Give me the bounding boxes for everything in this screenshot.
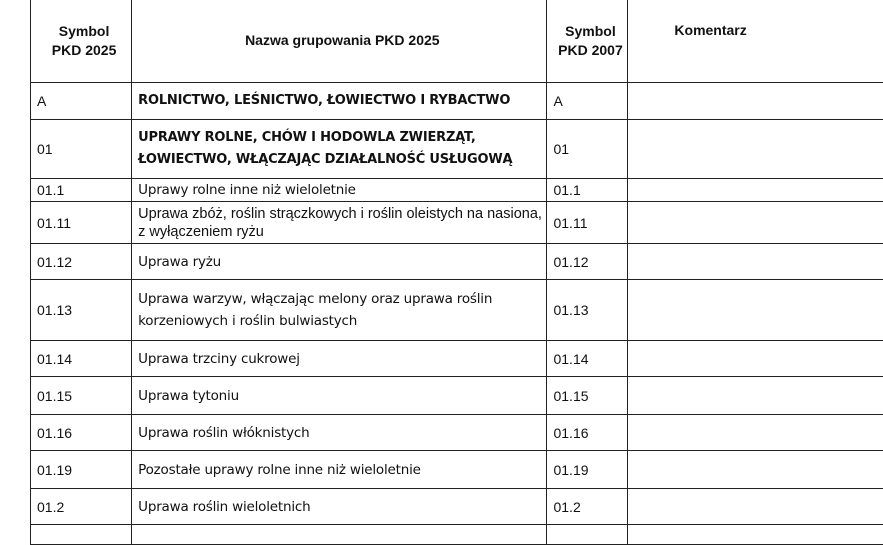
cell-symbol-2007: A [547, 83, 628, 120]
cell-comment[interactable] [628, 120, 883, 179]
cell-symbol-2007: 01.16 [547, 415, 628, 451]
cell-symbol-2025: 01.19 [31, 451, 132, 489]
cell-comment[interactable] [628, 341, 883, 377]
table-row [31, 525, 883, 545]
cell-name: Uprawa ryżu [132, 244, 547, 280]
cell-symbol-2025: 01 [31, 120, 132, 179]
cell-name: Uprawa roślin włóknistych [132, 415, 547, 451]
cell-comment[interactable] [628, 179, 883, 202]
table-row [31, 244, 883, 280]
pkd-correspondence-table [30, 0, 883, 545]
cell-name: UPRAWY ROLNE, CHÓW I HODOWLA ZWIERZĄT, ŁOWIECTWO, WŁĄCZAJĄC DZIAŁALNOŚĆ USŁUGOWĄ [132, 120, 547, 179]
cell-symbol-2007: 01.15 [547, 377, 628, 415]
cell-comment[interactable] [628, 244, 883, 280]
table-header-row [31, 0, 883, 83]
cell-name: Uprawa roślin wieloletnich [132, 489, 547, 525]
cell-name: Uprawa tytoniu [132, 377, 547, 415]
cell-symbol-2007: 01.2 [547, 489, 628, 525]
header-symbol-2007: Symbol PKD 2007 [547, 0, 628, 83]
cell-name: Pozostałe uprawy rolne inne niż wieloletnie [132, 451, 547, 489]
cell-symbol-2007: 01.1 [547, 179, 628, 202]
table-row [31, 489, 883, 525]
cell-symbol-2025: 01.12 [31, 244, 132, 280]
cell-symbol-2025: 01.11 [31, 202, 132, 244]
table-row [31, 202, 883, 244]
header-comment: Komentarz [628, 0, 883, 83]
cell-comment[interactable] [628, 377, 883, 415]
cell-symbol-2025: 01.1 [31, 179, 132, 202]
cell-symbol-2025: 01.14 [31, 341, 132, 377]
cell-name: Uprawa trzciny cukrowej [132, 341, 547, 377]
cell-symbol-2025: 01.15 [31, 377, 132, 415]
cell-comment[interactable] [628, 83, 883, 120]
table-row [31, 179, 883, 202]
cell-comment[interactable] [628, 489, 883, 525]
cell-name [132, 525, 547, 545]
cell-name: ROLNICTWO, LEŚNICTWO, ŁOWIECTWO I RYBACTWO [132, 83, 547, 120]
cell-symbol-2025 [31, 525, 132, 545]
header-symbol-2025: Symbol PKD 2025 [31, 0, 132, 83]
cell-symbol-2007: 01.13 [547, 280, 628, 341]
cell-symbol-2007: 01.14 [547, 341, 628, 377]
cell-name: Uprawa warzyw, włączając melony oraz uprawa roślin korzeniowych i roślin bulwiastych [132, 280, 547, 341]
table-row [31, 415, 883, 451]
cell-comment[interactable] [628, 525, 883, 545]
cell-name: Uprawy rolne inne niż wieloletnie [132, 179, 547, 202]
table-row [31, 341, 883, 377]
cell-comment[interactable] [628, 451, 883, 489]
cell-symbol-2007: 01 [547, 120, 628, 179]
header-name: Nazwa grupowania PKD 2025 [132, 0, 547, 83]
cell-symbol-2007: 01.19 [547, 451, 628, 489]
table-row [31, 451, 883, 489]
table-row [31, 120, 883, 179]
cell-comment[interactable] [628, 280, 883, 341]
cell-symbol-2025: 01.16 [31, 415, 132, 451]
cell-symbol-2025: A [31, 83, 132, 120]
cell-symbol-2007: 01.12 [547, 244, 628, 280]
cell-comment[interactable] [628, 202, 883, 244]
cell-symbol-2025: 01.2 [31, 489, 132, 525]
cell-comment[interactable] [628, 415, 883, 451]
table-row [31, 280, 883, 341]
table-row [31, 377, 883, 415]
cell-name: Uprawa zbóż, roślin strączkowych i roślin oleistych na nasiona, z wyłączeniem ryżu [132, 202, 547, 244]
cell-symbol-2007: 01.11 [547, 202, 628, 244]
table-row [31, 83, 883, 120]
cell-symbol-2025: 01.13 [31, 280, 132, 341]
cell-symbol-2007 [547, 525, 628, 545]
